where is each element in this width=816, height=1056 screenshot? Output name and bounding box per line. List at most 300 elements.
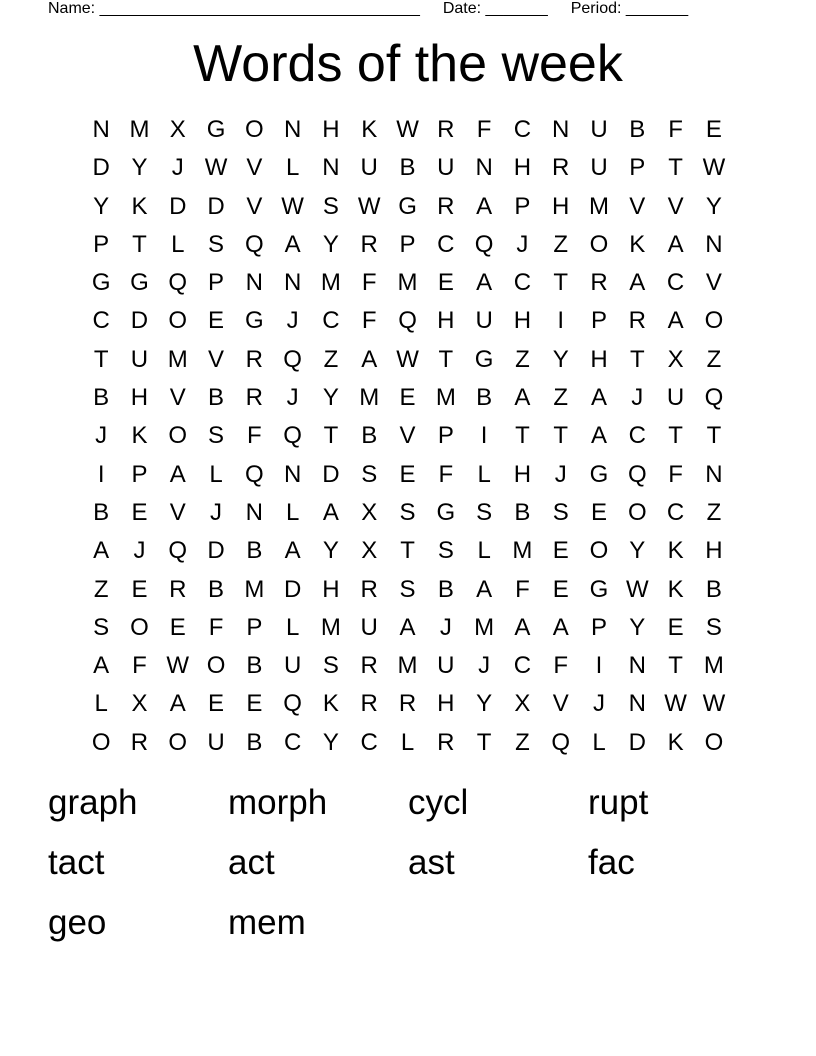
grid-letter[interactable]: J [631, 384, 644, 412]
grid-letter[interactable]: O [245, 116, 264, 143]
grid-letter[interactable]: T [668, 422, 683, 450]
grid-letter[interactable]: A [169, 460, 186, 488]
grid-letter[interactable]: Q [704, 384, 724, 412]
grid-letter[interactable]: Y [629, 613, 646, 641]
grid-letter[interactable]: U [666, 384, 685, 412]
grid-letter[interactable]: F [515, 575, 530, 603]
grid-letter[interactable]: M [359, 384, 380, 412]
grid-letter[interactable]: T [132, 230, 147, 258]
grid-letter[interactable]: Q [245, 230, 264, 258]
grid-letter[interactable]: N [92, 116, 110, 143]
grid-letter[interactable]: O [168, 728, 188, 756]
grid-letter[interactable]: O [589, 537, 609, 565]
word-bank-item: tact [48, 843, 105, 882]
grid-letter[interactable]: Q [627, 460, 647, 488]
grid-letter[interactable]: S [399, 498, 416, 526]
grid-letter[interactable]: J [478, 652, 491, 680]
grid-letter[interactable]: Q [398, 307, 417, 335]
grid-letter[interactable]: B [399, 154, 416, 182]
grid-letter[interactable]: G [436, 498, 456, 526]
grid-letter[interactable]: D [628, 728, 646, 756]
grid-letter[interactable]: Z [706, 498, 722, 526]
grid-letter[interactable]: W [357, 192, 381, 220]
grid-letter[interactable]: F [476, 116, 492, 143]
grid-letter[interactable]: Q [245, 460, 264, 488]
grid-letter[interactable]: M [244, 575, 265, 603]
grid-letter[interactable]: O [704, 307, 724, 335]
grid-letter[interactable]: Y [322, 384, 339, 412]
grid-letter[interactable]: C [283, 728, 302, 756]
grid-letter[interactable]: A [322, 498, 339, 526]
grid-letter[interactable]: P [399, 230, 416, 258]
grid-letter[interactable]: X [667, 345, 684, 373]
grid-letter[interactable]: R [245, 384, 263, 412]
grid-letter[interactable]: H [513, 307, 532, 335]
grid-letter[interactable]: R [169, 575, 187, 603]
grid-letter[interactable]: R [437, 192, 455, 220]
grid-letter[interactable]: A [93, 652, 110, 680]
grid-letter[interactable]: R [360, 575, 378, 603]
grid-letter[interactable]: N [283, 269, 302, 297]
grid-letter[interactable]: U [475, 307, 493, 335]
grid-letter[interactable]: B [514, 498, 531, 526]
grid-letter[interactable]: Y [322, 537, 339, 565]
period-blank[interactable]: _______ [625, 0, 689, 17]
grid-letter[interactable]: T [553, 269, 569, 297]
grid-letter[interactable]: Z [553, 230, 569, 258]
grid-letter[interactable]: J [593, 690, 605, 718]
grid-letter[interactable]: B [476, 384, 493, 412]
grid-letter[interactable]: E [437, 269, 454, 297]
grid-letter[interactable]: Z [93, 575, 109, 603]
grid-letter[interactable]: L [171, 230, 185, 258]
grid-letter[interactable]: V [705, 269, 722, 297]
grid-letter[interactable]: V [629, 192, 646, 220]
grid-letter[interactable]: D [207, 192, 225, 220]
grid-letter[interactable]: F [361, 269, 377, 297]
grid-letter[interactable]: Z [323, 345, 339, 373]
grid-letter[interactable]: N [705, 230, 723, 258]
grid-letter[interactable]: C [628, 422, 646, 450]
grid-letter[interactable]: U [283, 652, 302, 680]
grid-letter[interactable]: L [285, 613, 300, 641]
grid-letter[interactable]: Y [322, 230, 339, 258]
grid-letter[interactable]: S [322, 652, 339, 680]
grid-letter[interactable]: M [397, 269, 418, 297]
name-label: Name: [48, 0, 96, 17]
grid-letter[interactable]: Z [706, 345, 722, 373]
grid-letter[interactable]: H [705, 537, 723, 565]
grid-letter[interactable]: W [396, 345, 419, 373]
grid-letter[interactable]: C [513, 116, 532, 143]
grid-letter[interactable]: G [130, 269, 149, 297]
grid-letter[interactable]: H [130, 384, 149, 412]
grid-letter[interactable]: O [206, 652, 226, 680]
grid-letter[interactable]: W [166, 652, 190, 680]
grid-letter[interactable]: U [437, 154, 455, 182]
grid-letter[interactable]: M [474, 613, 495, 641]
grid-letter[interactable]: U [130, 345, 149, 373]
grid-letter[interactable]: Z [553, 384, 569, 412]
date-blank[interactable]: _______ [485, 0, 548, 17]
grid-letter[interactable]: A [591, 422, 608, 450]
grid-letter[interactable]: X [361, 537, 378, 565]
grid-letter[interactable]: B [246, 728, 263, 756]
grid-letter[interactable]: N [245, 269, 263, 297]
grid-letter[interactable]: K [667, 728, 684, 756]
grid-letter[interactable]: O [168, 307, 188, 335]
grid-letter[interactable]: U [360, 154, 378, 182]
grid-letter[interactable]: T [476, 728, 492, 756]
grid-letter[interactable]: B [246, 652, 263, 680]
grid-letter[interactable]: L [477, 460, 491, 488]
grid-letter[interactable]: M [435, 384, 456, 412]
grid-letter[interactable]: L [477, 537, 491, 565]
grid-letter[interactable]: K [361, 116, 378, 143]
grid-letter[interactable]: J [171, 154, 184, 182]
grid-letter[interactable]: I [557, 307, 565, 335]
grid-letter[interactable]: B [361, 422, 378, 450]
grid-letter[interactable]: Z [515, 345, 530, 373]
grid-letter[interactable]: P [514, 192, 531, 220]
grid-letter[interactable]: E [131, 575, 148, 603]
grid-letter[interactable]: R [437, 728, 455, 756]
grid-letter[interactable]: B [437, 575, 454, 603]
grid-letter[interactable]: E [667, 613, 684, 641]
grid-letter[interactable]: U [207, 728, 225, 756]
grid-letter[interactable]: B [208, 575, 225, 603]
grid-letter[interactable]: T [553, 422, 569, 450]
grid-letter[interactable]: L [94, 690, 108, 718]
grid-letter[interactable]: C [666, 269, 685, 297]
grid-letter[interactable]: C [92, 307, 110, 335]
grid-letter[interactable]: J [554, 460, 567, 488]
grid-letter[interactable]: C [513, 269, 532, 297]
grid-letter[interactable]: G [589, 575, 609, 603]
grid-letter[interactable]: B [208, 384, 225, 412]
grid-letter[interactable]: D [207, 537, 225, 565]
grid-letter[interactable]: T [323, 422, 339, 450]
grid-letter[interactable]: H [513, 460, 532, 488]
grid-letter[interactable]: Y [322, 728, 339, 756]
grid-letter[interactable]: B [93, 498, 110, 526]
grid-letter[interactable]: E [399, 384, 416, 412]
period-label: Period: [570, 0, 622, 17]
grid-letter[interactable]: R [360, 230, 378, 258]
grid-letter[interactable]: W [204, 154, 228, 182]
grid-letter[interactable]: H [513, 154, 532, 182]
grid-letter[interactable]: R [437, 116, 455, 143]
grid-letter[interactable]: N [628, 690, 646, 718]
grid-letter[interactable]: A [629, 269, 646, 297]
grid-letter[interactable]: S [552, 498, 569, 526]
grid-letter[interactable]: V [246, 154, 263, 182]
grid-letter[interactable]: L [285, 498, 300, 526]
grid-letter[interactable]: F [361, 307, 377, 335]
grid-letter[interactable]: R [360, 690, 378, 718]
grid-letter[interactable]: S [208, 230, 225, 258]
grid-letter[interactable]: H [437, 690, 455, 718]
grid-letter[interactable]: O [130, 613, 149, 641]
grid-letter[interactable]: K [131, 422, 148, 450]
grid-letter[interactable]: W [281, 192, 304, 220]
grid-letter[interactable]: D [92, 154, 110, 182]
grid-letter[interactable]: X [361, 498, 378, 526]
grid-letter[interactable]: J [286, 384, 299, 412]
grid-letter[interactable]: C [360, 728, 378, 756]
grid-letter[interactable]: A [476, 269, 493, 297]
student-info-header [48, 0, 688, 18]
grid-letter[interactable]: N [283, 460, 302, 488]
grid-letter[interactable]: Y [131, 154, 148, 182]
grid-letter[interactable]: T [515, 422, 530, 450]
grid-letter[interactable]: Q [551, 728, 571, 756]
grid-letter[interactable]: G [206, 116, 226, 143]
grid-letter[interactable]: L [592, 728, 606, 756]
grid-letter[interactable]: U [360, 613, 378, 641]
grid-letter[interactable]: T [668, 652, 683, 680]
grid-letter[interactable]: B [705, 575, 722, 603]
grid-letter[interactable]: V [246, 192, 263, 220]
grid-letter[interactable]: T [93, 345, 109, 373]
grid-letter[interactable]: X [514, 690, 531, 718]
grid-letter[interactable]: B [246, 537, 263, 565]
grid-letter[interactable]: N [283, 116, 302, 143]
grid-letter[interactable]: M [129, 116, 150, 143]
grid-letter[interactable]: W [702, 690, 726, 718]
grid-letter[interactable]: G [245, 307, 264, 335]
grid-letter[interactable]: P [131, 460, 148, 488]
grid-letter[interactable]: Y [629, 537, 646, 565]
grid-letter[interactable]: S [399, 575, 416, 603]
grid-letter[interactable]: S [93, 613, 110, 641]
grid-letter[interactable]: P [591, 613, 608, 641]
grid-letter[interactable]: A [476, 575, 493, 603]
grid-letter[interactable]: A [93, 537, 110, 565]
grid-letter[interactable]: R [590, 269, 608, 297]
grid-letter[interactable]: P [208, 269, 225, 297]
grid-letter[interactable]: Q [283, 422, 302, 450]
grid-letter[interactable]: P [93, 230, 110, 258]
grid-letter[interactable]: Y [705, 192, 722, 220]
grid-letter[interactable]: T [668, 154, 683, 182]
grid-letter[interactable]: O [91, 728, 111, 756]
grid-letter[interactable]: A [514, 384, 531, 412]
grid-letter[interactable]: M [703, 652, 724, 680]
grid-letter[interactable]: R [398, 690, 417, 718]
grid-letter[interactable]: M [397, 652, 418, 680]
grid-letter[interactable]: B [629, 116, 646, 143]
grid-letter[interactable]: E [246, 690, 263, 718]
grid-letter[interactable]: W [702, 154, 726, 182]
grid-letter[interactable]: H [322, 575, 340, 603]
word-bank-item: morph [228, 783, 328, 822]
grid-letter[interactable]: A [169, 690, 186, 718]
grid-letter[interactable]: O [168, 422, 188, 450]
grid-letter[interactable]: B [93, 384, 110, 412]
grid-letter[interactable]: I [97, 460, 105, 488]
grid-letter[interactable]: E [399, 460, 416, 488]
grid-letter[interactable]: U [590, 116, 608, 143]
grid-letter[interactable]: L [285, 154, 300, 182]
grid-letter[interactable]: A [591, 384, 608, 412]
grid-letter[interactable]: S [705, 613, 722, 641]
grid-letter[interactable]: S [476, 498, 493, 526]
grid-letter[interactable]: P [246, 613, 263, 641]
grid-letter[interactable]: C [513, 652, 532, 680]
grid-letter[interactable]: O [704, 728, 724, 756]
grid-letter[interactable]: M [512, 537, 533, 565]
grid-letter[interactable]: H [552, 192, 570, 220]
grid-letter[interactable]: K [629, 230, 646, 258]
grid-letter[interactable]: T [706, 422, 722, 450]
grid-letter[interactable]: E [705, 116, 722, 143]
grid-letter[interactable]: N [475, 154, 493, 182]
grid-letter[interactable]: G [474, 345, 494, 373]
grid-letter[interactable]: S [322, 192, 339, 220]
grid-letter[interactable]: N [245, 498, 263, 526]
grid-letter[interactable]: J [439, 613, 452, 641]
word-bank-item: graph [48, 783, 138, 822]
grid-letter[interactable]: T [438, 345, 454, 373]
grid-letter[interactable]: W [664, 690, 687, 718]
grid-letter[interactable]: A [476, 192, 493, 220]
grid-letter[interactable]: O [627, 498, 647, 526]
grid-letter[interactable]: C [666, 498, 685, 526]
grid-letter[interactable]: J [516, 230, 529, 258]
grid-letter[interactable]: E [552, 575, 569, 603]
grid-letter[interactable]: V [169, 498, 186, 526]
grid-letter[interactable]: E [169, 613, 186, 641]
grid-letter[interactable]: A [552, 613, 569, 641]
grid-letter[interactable]: N [705, 460, 723, 488]
word-bank-item: act [228, 843, 275, 882]
grid-letter[interactable]: R [628, 307, 646, 335]
grid-letter[interactable]: Z [515, 728, 530, 756]
grid-letter[interactable]: L [209, 460, 223, 488]
grid-letter[interactable]: V [169, 384, 186, 412]
grid-letter[interactable]: E [591, 498, 608, 526]
grid-letter[interactable]: R [245, 345, 263, 373]
grid-letter[interactable]: G [91, 269, 111, 297]
grid-letter[interactable]: T [400, 537, 415, 565]
grid-letter[interactable]: E [552, 537, 569, 565]
grid-letter[interactable]: J [286, 307, 299, 335]
grid-letter[interactable]: D [322, 460, 340, 488]
grid-letter[interactable]: C [437, 230, 455, 258]
grid-letter[interactable]: H [437, 307, 455, 335]
grid-letter[interactable]: R [130, 728, 149, 756]
grid-letter[interactable]: A [667, 307, 684, 335]
grid-letter[interactable]: F [132, 652, 147, 680]
grid-letter[interactable]: R [360, 652, 378, 680]
grid-letter[interactable]: M [320, 269, 341, 297]
grid-letter[interactable]: Q [474, 230, 494, 258]
grid-letter[interactable]: Y [552, 345, 569, 373]
grid-letter[interactable]: N [628, 652, 646, 680]
grid-letter[interactable]: V [208, 345, 225, 373]
grid-letter[interactable]: Y [476, 690, 493, 718]
grid-letter[interactable]: P [629, 154, 646, 182]
grid-letter[interactable]: K [131, 192, 148, 220]
grid-letter[interactable]: N [552, 116, 570, 143]
grid-letter[interactable]: A [284, 537, 301, 565]
grid-letter[interactable]: T [629, 345, 645, 373]
grid-letter[interactable]: M [320, 613, 341, 641]
grid-letter[interactable]: F [668, 460, 683, 488]
grid-letter[interactable]: Q [283, 345, 302, 373]
grid-letter[interactable]: K [322, 690, 339, 718]
grid-letter[interactable]: V [399, 422, 416, 450]
grid-letter[interactable]: Y [93, 192, 110, 220]
grid-letter[interactable]: A [284, 230, 301, 258]
grid-letter[interactable]: R [552, 154, 570, 182]
grid-letter[interactable]: O [589, 230, 609, 258]
grid-letter[interactable]: J [133, 537, 146, 565]
grid-letter[interactable]: E [208, 690, 225, 718]
grid-letter[interactable]: D [169, 192, 187, 220]
grid-letter[interactable]: A [399, 613, 416, 641]
grid-letter[interactable]: F [668, 116, 683, 143]
grid-letter[interactable]: S [437, 537, 454, 565]
grid-letter[interactable]: S [208, 422, 225, 450]
grid-letter[interactable]: Q [283, 690, 302, 718]
grid-letter[interactable]: H [590, 345, 608, 373]
grid-letter[interactable]: G [589, 460, 609, 488]
grid-letter[interactable]: K [667, 537, 684, 565]
grid-letter[interactable]: W [625, 575, 649, 603]
grid-letter[interactable]: F [438, 460, 454, 488]
grid-letter[interactable]: E [131, 498, 148, 526]
grid-letter[interactable]: Q [168, 269, 188, 297]
grid-letter[interactable]: S [361, 460, 378, 488]
grid-letter[interactable]: X [169, 116, 186, 143]
grid-letter[interactable]: U [590, 154, 608, 182]
grid-letter[interactable]: M [167, 345, 188, 373]
grid-letter[interactable]: A [514, 613, 531, 641]
grid-letter[interactable]: D [283, 575, 302, 603]
name-blank[interactable]: ____________________________________ [99, 0, 420, 17]
grid-letter[interactable]: V [552, 690, 569, 718]
grid-letter[interactable]: M [589, 192, 609, 220]
grid-letter[interactable]: N [322, 154, 340, 182]
grid-letter[interactable]: P [591, 307, 608, 335]
grid-letter[interactable]: Q [168, 537, 188, 565]
grid-letter[interactable]: X [131, 690, 148, 718]
grid-letter[interactable]: H [322, 116, 340, 143]
grid-letter[interactable]: L [400, 728, 415, 756]
grid-letter[interactable]: W [396, 116, 419, 143]
grid-letter[interactable]: G [398, 192, 417, 220]
grid-letter[interactable]: F [553, 652, 569, 680]
grid-letter[interactable]: I [595, 652, 603, 680]
grid-letter[interactable]: A [361, 345, 378, 373]
word-bank [48, 779, 768, 959]
grid-letter[interactable]: K [667, 575, 684, 603]
grid-letter[interactable]: V [667, 192, 684, 220]
grid-letter[interactable]: F [247, 422, 262, 450]
grid-letter[interactable]: J [95, 422, 108, 450]
grid-letter[interactable]: I [480, 422, 488, 450]
grid-letter[interactable]: E [208, 307, 225, 335]
grid-letter[interactable]: J [210, 498, 223, 526]
grid-letter[interactable]: A [667, 230, 684, 258]
grid-letter[interactable]: C [322, 307, 340, 335]
grid-letter[interactable]: D [130, 307, 149, 335]
grid-letter[interactable]: F [208, 613, 224, 641]
grid-letter[interactable]: P [437, 422, 454, 450]
grid-letter[interactable]: U [437, 652, 455, 680]
